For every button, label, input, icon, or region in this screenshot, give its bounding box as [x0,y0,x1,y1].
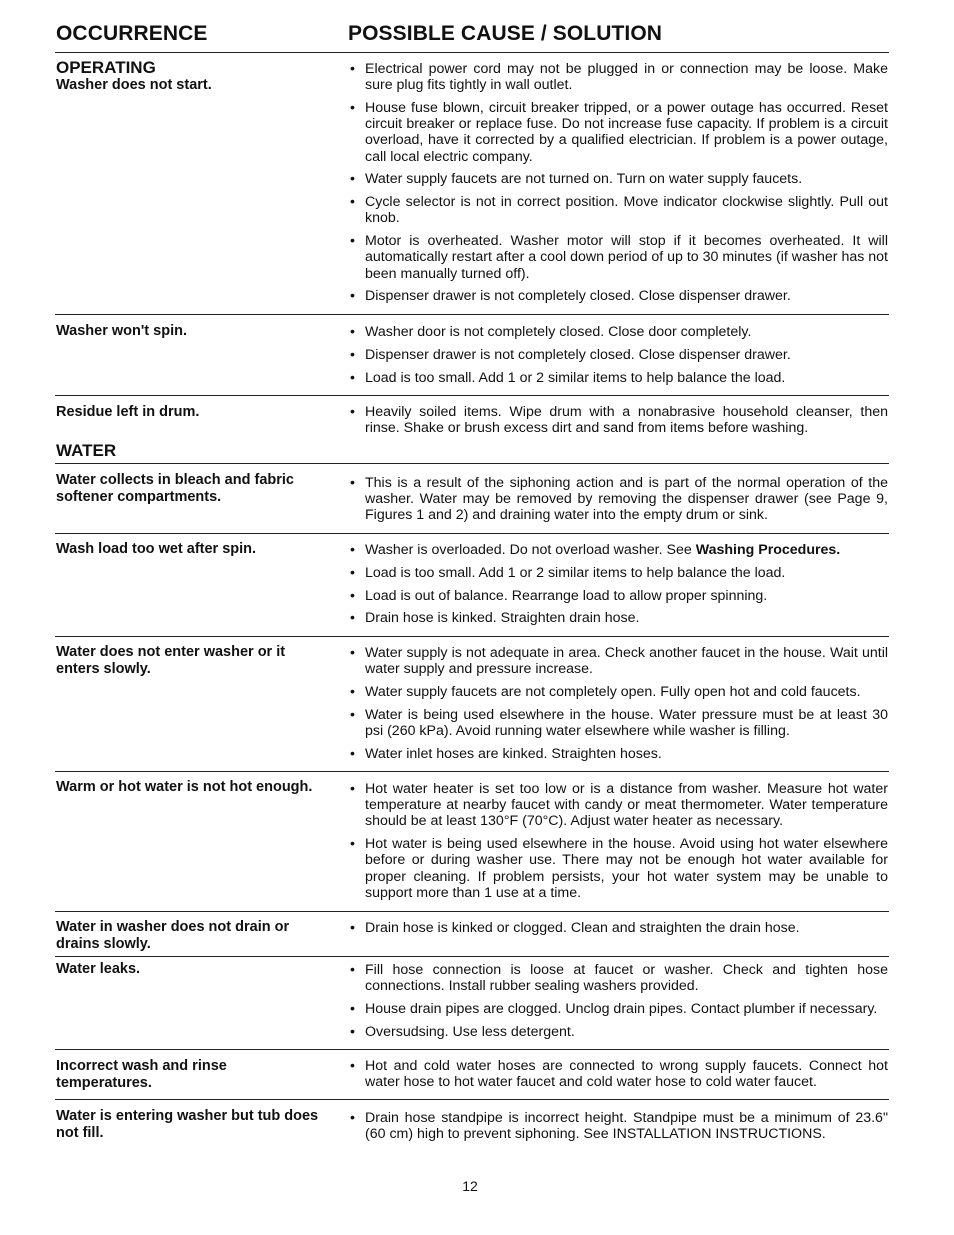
solution-item: • Motor is overheated. Washer motor will stop if it becomes overheated. It will automatically restart after a cool down period of up to 30 minutes (if washer has not been manually turned off). [348,233,888,282]
solution-column-header: POSSIBLE CAUSE / SOLUTION [348,22,663,45]
solution-item: • Hot and cold water hoses are connected to wrong supply faucets. Connect hot water hose to hot water faucet and cold water hose to cold water faucet. [348,1058,888,1090]
solution-list-water-not-hot-enough [348,781,888,908]
solution-item: • Water supply is not adequate in area. Check another faucet in the house. Wait until water supply and pressure increase. [348,645,888,677]
solution-item: • Drain hose standpipe is incorrect height. Standpipe must be a minimum of 23.6" (60 cm) high to prevent siphoning. See INSTALLATION INSTRUCTIONS. [348,1110,888,1142]
occurrence-residue-left-in-drum: Residue left in drum. [56,404,200,420]
solution-item: • Electrical power cord may not be plugged in or connection may be loose. Make sure plug fits tightly in wall outlet. [348,61,888,93]
solution-list-washer-does-not-start [348,61,888,311]
occurrence-water-does-not-enter: Water does not enter washer or it enters slowly. [56,644,286,677]
solution-item: • Heavily soiled items. Wipe drum with a nonabrasive household cleanser, then rinse. Shake or brush excess dirt and sand from items before washing. [348,404,888,436]
row-divider [55,463,889,464]
row-divider [55,533,889,534]
page-number: 12 [462,1178,478,1194]
section-water-heading: WATER [56,441,117,460]
solution-list-water-does-not-drain [348,920,888,943]
solution-item [348,542,888,558]
solution-item: • Load is too small. Add 1 or 2 similar items to help balance the load. [348,565,888,581]
solution-list-water-collects-in-compartments [348,475,888,530]
occurrence-water-leaks: Water leaks. [56,961,141,977]
solution-list-wash-load-too-wet [348,542,888,633]
row-divider [55,911,889,912]
solution-item: • Fill hose connection is loose at faucet or washer. Check and tighten hose connections. Install rubber sealing washers provided. [348,962,888,994]
solution-item: • This is a result of the siphoning action and is part of the normal operation of the washer. Water may be removed by removing the dispenser drawer (see Page 9, Figures 1 and 2) and draining water into the empty drum or sink. [348,475,888,524]
row-divider [55,1099,889,1100]
row-divider [55,956,889,957]
row-divider [55,1049,889,1050]
solution-item: • Dispenser drawer is not completely closed. Close dispenser drawer. [348,347,888,363]
solution-item: • Water supply faucets are not completely open. Fully open hot and cold faucets. [348,684,888,700]
solution-text: Washer is overloaded. Do not overload washer. See [365,542,696,558]
solution-item: • Drain hose is kinked or clogged. Clean and straighten the drain hose. [348,920,888,936]
occurrence-incorrect-temperatures: Incorrect wash and rinse temperatures. [56,1058,227,1091]
section-operating-heading: OPERATING [56,58,156,77]
solution-item: • Cycle selector is not in correct position. Move indicator clockwise slightly. Pull out knob. [348,194,888,226]
solution-list-residue-left-in-drum [348,404,888,443]
occurrence-wash-load-too-wet: Wash load too wet after spin. [56,541,257,557]
header-divider [55,52,889,53]
solution-list-water-leaks [348,962,888,1047]
solution-list-tub-does-not-fill [348,1110,888,1149]
occurrence-washer-does-not-start: Washer does not start. [56,77,212,93]
row-divider [55,771,889,772]
solution-list-incorrect-temperatures [348,1058,888,1097]
solution-item: • Oversudsing. Use less detergent. [348,1024,888,1040]
solution-list-washer-wont-spin [348,324,888,392]
solution-item: • Hot water is being used elsewhere in the house. Avoid using hot water elsewhere before or during washer use. There may not be enough hot water available for proper cleaning. If problem persists, your hot water system may be unable to support more than 1 use at a time. [348,836,888,901]
occurrence-washer-wont-spin: Washer won't spin. [56,323,188,339]
solution-item: • Water supply faucets are not turned on. Turn on water supply faucets. [348,171,888,187]
solution-item: • Dispenser drawer is not completely closed. Close dispenser drawer. [348,288,888,304]
solution-item: • House drain pipes are clogged. Unclog drain pipes. Contact plumber if necessary. [348,1001,888,1017]
occurrence-tub-does-not-fill: Water is entering washer but tub does not fill. [56,1108,319,1141]
solution-item: • House fuse blown, circuit breaker tripped, or a power outage has occurred. Reset circuit breaker or replace fuse. Do not increase fuse capacity. If problem is a circuit overload, have it corrected by a qualified electrician. If problem is a power outage, call local electric company. [348,100,888,165]
occurrence-column-header: OCCURRENCE [56,22,208,45]
solution-item: • Water inlet hoses are kinked. Straighten hoses. [348,746,888,762]
washing-procedures-reference: Washing Procedures. [695,542,841,558]
row-divider [55,636,889,637]
solution-item: • Load is out of balance. Rearrange load to allow proper spinning. [348,588,888,604]
solution-item: • Washer door is not completely closed. Close door completely. [348,324,888,340]
solution-list-water-does-not-enter [348,645,888,769]
solution-item: • Drain hose is kinked. Straighten drain hose. [348,610,888,626]
solution-item: • Water is being used elsewhere in the house. Water pressure must be at least 30 psi (260 kPa). Avoid running water elsewhere while washer is filling. [348,707,888,739]
occurrence-water-does-not-drain: Water in washer does not drain or drains slowly. [56,919,290,952]
solution-item: • Load is too small. Add 1 or 2 similar items to help balance the load. [348,370,888,386]
solution-item: • Hot water heater is set too low or is a distance from washer. Measure hot water temperature at nearby faucet with candy or meat thermometer. Water temperature should be at least 130°F (70°C). Adjust water heater as necessary. [348,781,888,830]
occurrence-water-collects-in-compartments: Water collects in bleach and fabric softener compartments. [56,472,294,505]
row-divider [55,314,889,315]
occurrence-water-not-hot-enough: Warm or hot water is not hot enough. [56,779,313,795]
row-divider [55,395,889,396]
